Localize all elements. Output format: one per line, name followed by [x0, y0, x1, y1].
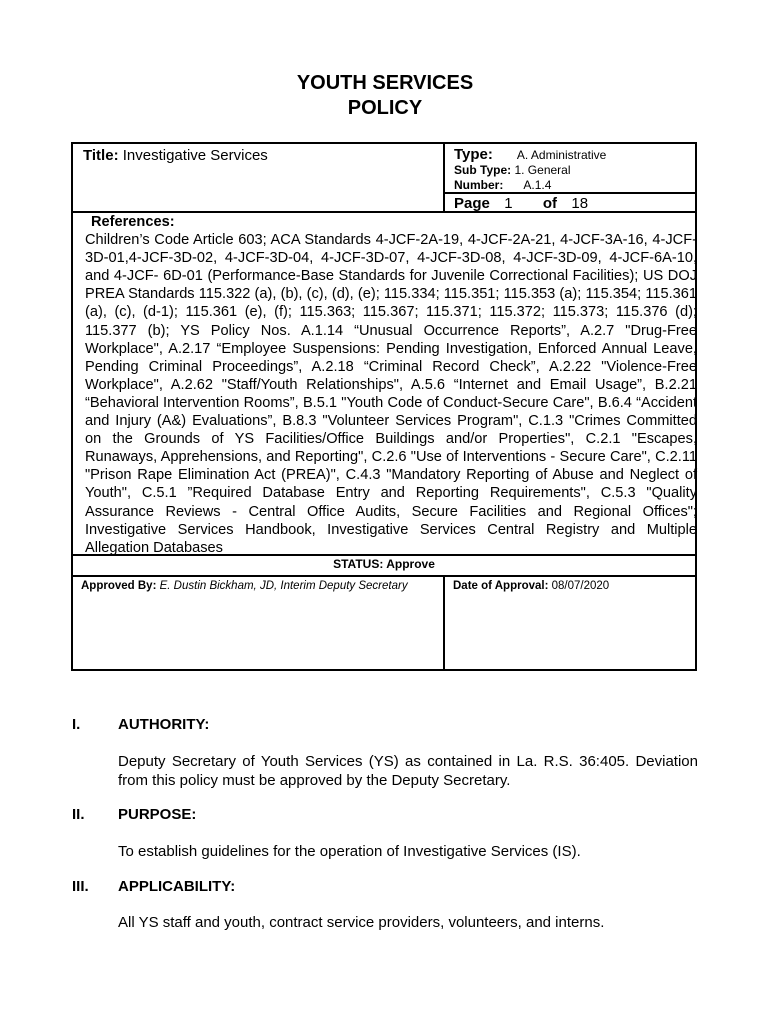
of-label: of	[542, 195, 558, 212]
page-count	[454, 195, 588, 212]
page-title-line2: POLICY	[347, 97, 423, 119]
approved-by	[81, 580, 408, 592]
approval-date	[453, 580, 609, 592]
section-heading-applicability: APPLICABILITY:	[118, 878, 236, 895]
section-number: I.	[72, 716, 81, 733]
divider	[443, 144, 445, 213]
references-block	[85, 213, 697, 557]
number-label: Number:	[454, 178, 504, 192]
section-body-applicability: All YS staff and youth, contract service providers, volunteers, and interns.	[118, 914, 605, 931]
section-body-authority: Deputy Secretary of Youth Services (YS) as contained in La. R.S. 36:405. Deviation from this policy must be approved by the Deputy Secretary.	[118, 753, 698, 789]
references-label: References:	[91, 214, 175, 230]
subtype-label: Sub Type:	[454, 163, 512, 177]
status-text: STATUS: Approve	[333, 557, 435, 571]
type-block	[454, 147, 694, 193]
divider	[443, 575, 445, 671]
title-label: Title:	[83, 147, 119, 164]
page-title-line1: YOUTH SERVICES	[296, 72, 474, 94]
approved-by-label: Approved By:	[81, 580, 157, 592]
section-body-purpose: To establish guidelines for the operation of Investigative Services (IS).	[118, 843, 581, 860]
references-text: Children’s Code Article 603; ACA Standards 4-JCF-2A-19, 4-JCF-2A-21, 4-JCF-3A-16, 4-JCF-3D-01,4-JCF-3D-02, 4-JCF-3D-04, 4-JCF-3D-07, 4-JCF-3D-08, 4-JCF-3D-09, 4-JCF-6A-10, and 4-JCF- 6D-01 (Performance-Base Standards for Juvenile Correctional Facilities); US DOJ PREA Standards 115.322 (a), (b), (c), (d), (e); 115.334; 115.351; 115.353 (a); 115.354; 115.361 (a), (c), (d-1); 115.361 (e), (f); 115.363; 115.367; 115.371; 115.372; 115.373; 115.376 (d); 115.377 (b); YS Policy Nos. A.1.14 “Unusual Occurrence Reports”, A.2.7 "Drug-Free Workplace", A.2.17 “Employee Suspensions: Pending Investigation, Enforced Annual Leave, Pending Criminal Proceedings”, A.2.18 “Criminal Record Check”, A.2.22 "Violence-Free Workplace", A.2.62 "Staff/Youth Relationships", A.5.6 “Internet and Email Usage”, B.2.21 “Behavioral Intervention Rooms”, B.5.1 "Youth Code of Conduct-Secure Care", B.6.4 “Accident and Injury (A&) Evaluations”, B.8.3 "Volunteer Services Program", C.1.3 "Crimes Committed on the Grounds of YS Facilities/Office Buildings and/or Properties", C.2.1 "Escapes, Runaways, Apprehensions, and Reporting", C.2.6 "Use of Interventions - Secure Care", C.2.11 "Prison Rape Elimination Act (PREA)", C.4.3 "Mandatory Reporting of Abuse and Neglect of Youth", C.5.1 ”Required Database Entry and Reporting Requirements", C.5.3 "Quality Assurance Reviews - Central Office Audits, Secure Facilities and Regional Offices"; Investigative Services Handbook, Investigative Services Central Registry and Multiple Allegation Databases	[85, 232, 697, 556]
divider	[73, 575, 697, 577]
policy-title	[83, 147, 268, 164]
section-heading-authority: AUTHORITY:	[118, 716, 210, 733]
type-label: Type:	[454, 146, 493, 163]
approval-date-label: Date of Approval:	[453, 580, 549, 592]
of-value: 18	[571, 195, 589, 212]
section-number: III.	[72, 878, 89, 895]
policy-header-table	[71, 142, 697, 671]
section-number: II.	[72, 806, 85, 823]
approved-by-value: E. Dustin Bickham, JD, Interim Deputy Secretary	[159, 580, 408, 592]
page-value: 1	[504, 195, 513, 212]
title-value: Investigative Services	[122, 147, 268, 164]
type-value: A. Administrative	[516, 148, 607, 162]
approval-date-value: 08/07/2020	[551, 580, 610, 592]
subtype-value: 1. General	[514, 163, 571, 177]
page-label: Page	[454, 195, 490, 212]
number-value: A.1.4	[523, 178, 552, 192]
section-heading-purpose: PURPOSE:	[118, 806, 197, 823]
